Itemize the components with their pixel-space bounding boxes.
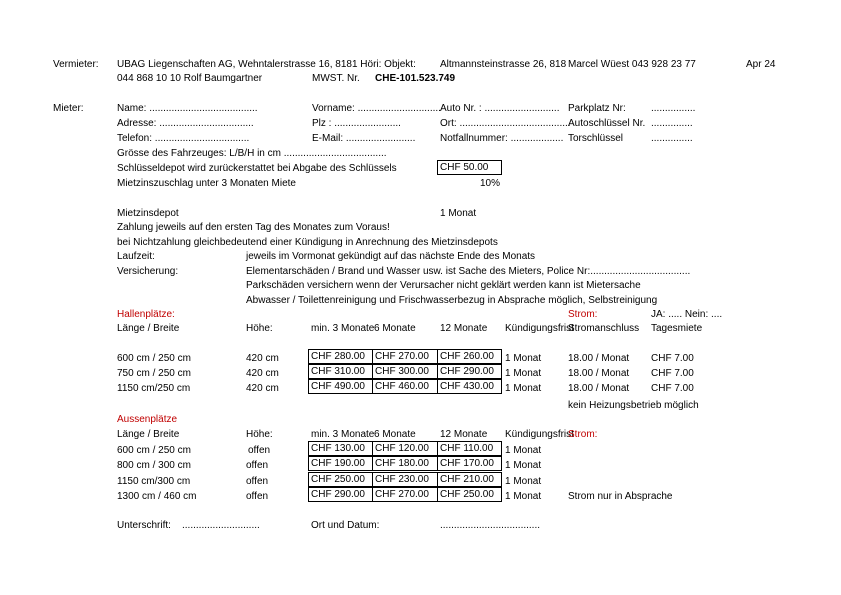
hallen-row-price-6m: CHF 460.00 — [372, 379, 438, 394]
aussen-row-price-3m: CHF 190.00 — [308, 456, 373, 471]
aussen-row-height: offen — [246, 476, 269, 487]
aussen-header-laenge: Länge / Breite — [117, 429, 180, 440]
aussen-row-price-3m: CHF 250.00 — [308, 472, 373, 487]
hallen-row-height: 420 cm — [246, 383, 279, 394]
unterschrift-field[interactable]: ............................ — [182, 520, 260, 531]
aussen-title: Aussenplätze — [117, 414, 178, 425]
email-field[interactable]: E-Mail: ......................... — [312, 133, 416, 144]
hallen-row-kuendigung: 1 Monat — [505, 383, 542, 394]
mietzinsdepot-label: Mietzinsdepot — [117, 208, 179, 219]
hallen-row-strom: 18.00 / Monat — [568, 368, 630, 379]
mwst-number: CHE-101.523.749 — [375, 73, 456, 84]
aussen-row-price-3m: CHF 130.00 — [308, 441, 373, 456]
plz-field[interactable]: Plz : ........................ — [312, 118, 401, 129]
aussen-row-price-12m: CHF 170.00 — [437, 456, 502, 471]
aussen-header-12m: 12 Monate — [440, 429, 488, 440]
mietzinszuschlag-value: 10% — [479, 178, 500, 189]
hallen-header-kuendigung: Kündigungsfrist — [505, 323, 574, 334]
hallen-row-height: 420 cm — [246, 353, 279, 364]
schluesseldepot-text: Schlüsseldepot wird zurückerstattet bei Abgabe des Schlüssels — [117, 163, 397, 174]
aussen-row-height: offen — [246, 460, 269, 471]
schluesseldepot-amount: CHF 50.00 — [437, 160, 502, 175]
unterschrift-label: Unterschrift: — [117, 520, 171, 531]
hallen-header-12m: 12 Monate — [440, 323, 488, 334]
aussen-row-kuendigung: 1 Monat — [505, 491, 542, 502]
aussen-row-height: offen — [246, 491, 269, 502]
aussen-row-price-12m: CHF 110.00 — [437, 441, 502, 456]
vermieter-label: Vermieter: — [53, 59, 99, 70]
ort-datum-field[interactable]: .................................... — [440, 520, 541, 531]
hallen-row-height: 420 cm — [246, 368, 279, 379]
hallen-strom-options[interactable]: JA: ..... Nein: .... — [651, 309, 723, 320]
mietzinsdepot-value: 1 Monat — [440, 208, 477, 219]
hallen-row-tagesmiete: CHF 7.00 — [651, 368, 694, 379]
aussen-row-kuendigung: 1 Monat — [505, 476, 542, 487]
aussen-row-size: 600 cm / 250 cm — [117, 445, 191, 456]
objekt-address: Altmannsteinstrasse 26, 818 — [440, 59, 567, 70]
hallen-row-size: 600 cm / 250 cm — [117, 353, 191, 364]
hallen-row-price-12m: CHF 430.00 — [437, 379, 502, 394]
hallen-row-price-12m: CHF 290.00 — [437, 364, 502, 379]
contact-info: Marcel Wüest 043 928 23 77 — [568, 59, 696, 70]
parkplatz-nr-label: Parkplatz Nr: — [568, 103, 626, 114]
parkplatz-nr-field[interactable]: ................ — [651, 103, 696, 114]
hallen-row-price-3m: CHF 490.00 — [308, 379, 373, 394]
hallen-strom-label: Strom: — [568, 309, 598, 320]
hallen-title: Hallenplätze: — [117, 309, 175, 320]
name-field[interactable]: Name: ....................................... — [117, 103, 258, 114]
auto-nr-field[interactable]: Auto Nr. : ........................... — [440, 103, 560, 114]
laufzeit-label: Laufzeit: — [117, 251, 155, 262]
aussen-row-price-12m: CHF 250.00 — [437, 487, 502, 502]
aussen-row-price-6m: CHF 270.00 — [372, 487, 438, 502]
hallen-row-price-12m: CHF 260.00 — [437, 349, 502, 364]
aussen-row-price-3m: CHF 290.00 — [308, 487, 373, 502]
autoschluessel-field[interactable]: ............... — [651, 118, 693, 129]
hallen-row-price-6m: CHF 300.00 — [372, 364, 438, 379]
hallen-heizung-note: kein Heizungsbetrieb möglich — [568, 400, 699, 411]
nichtzahlung-text: bei Nichtzahlung gleichbedeutend einer Kündigung in Anrechnung des Mietzinsdepots — [117, 237, 498, 248]
aussen-row-kuendigung: 1 Monat — [505, 460, 542, 471]
hallen-row-tagesmiete: CHF 7.00 — [651, 383, 694, 394]
telefon-field[interactable]: Telefon: .................................. — [117, 133, 250, 144]
adresse-field[interactable]: Adresse: .................................. — [117, 118, 254, 129]
aussen-header-hoehe: Höhe: — [246, 429, 273, 440]
vermieter-info: UBAG Liegenschaften AG, Wehntalerstrasse 16, 8181 Höri: Objekt: — [117, 59, 416, 70]
abwasser-text: Abwasser / Toilettenreinigung und Frischwasserbezug in Absprache möglich, Selbstreinigung — [246, 295, 658, 306]
hallen-header-laenge: Länge / Breite — [117, 323, 180, 334]
versicherung-police-field[interactable]: Elementarschäden / Brand und Wasser usw. ist Sache des Mieters, Police Nr:.................................... — [246, 266, 691, 277]
torschluessel-field[interactable]: ............... — [651, 133, 693, 144]
aussen-row-price-6m: CHF 230.00 — [372, 472, 438, 487]
autoschluessel-label: Autoschlüssel Nr. — [568, 118, 646, 129]
fahrzeug-groesse-field[interactable]: Grösse des Fahrzeuges: L/B/H in cm ..................................... — [117, 148, 387, 159]
hallen-header-6m: 6 Monate — [374, 323, 416, 334]
ort-field[interactable]: Ort: ........................................ — [440, 118, 571, 129]
versicherung-label: Versicherung: — [117, 266, 179, 277]
aussen-row-kuendigung: 1 Monat — [505, 445, 542, 456]
mieter-label: Mieter: — [53, 103, 84, 114]
aussen-row-height: offen — [248, 445, 271, 456]
hallen-header-tagesmiete: Tagesmiete — [651, 323, 703, 334]
aussen-row-size: 1300 cm / 460 cm — [117, 491, 197, 502]
hallen-row-size: 1150 cm/250 cm — [117, 383, 191, 394]
hallen-row-strom: 18.00 / Monat — [568, 353, 630, 364]
aussen-row-size: 800 cm / 300 cm — [117, 460, 191, 471]
hallen-row-price-3m: CHF 310.00 — [308, 364, 373, 379]
aussen-header-3m: min. 3 Monate — [311, 429, 375, 440]
hallen-row-strom: 18.00 / Monat — [568, 383, 630, 394]
hallen-row-price-6m: CHF 270.00 — [372, 349, 438, 364]
torschluessel-label: Torschlüssel — [568, 133, 624, 144]
document-date: Apr 24 — [746, 59, 776, 70]
hallen-header-hoehe: Höhe: — [246, 323, 273, 334]
aussen-strom-note: Strom nur in Absprache — [568, 491, 673, 502]
parkschaeden-text: Parkschäden versichern wenn der Verursacher nicht geklärt werden kann ist Mietersache — [246, 280, 641, 291]
hallen-row-size: 750 cm / 250 cm — [117, 368, 191, 379]
mietzinszuschlag-text: Mietzinszuschlag unter 3 Monaten Miete — [117, 178, 296, 189]
aussen-header-strom: Strom: — [568, 429, 598, 440]
hallen-row-kuendigung: 1 Monat — [505, 368, 542, 379]
aussen-header-6m: 6 Monate — [374, 429, 416, 440]
notfallnummer-field[interactable]: Notfallnummer: ................... — [440, 133, 564, 144]
vermieter-phone: 044 868 10 10 Rolf Baumgartner — [117, 73, 263, 84]
zahlung-text: Zahlung jeweils auf den ersten Tag des Monates zum Voraus! — [117, 222, 390, 233]
aussen-row-price-6m: CHF 180.00 — [372, 456, 438, 471]
aussen-row-price-6m: CHF 120.00 — [372, 441, 438, 456]
hallen-header-3m: min. 3 Monate — [311, 323, 375, 334]
ort-datum-label: Ort und Datum: — [311, 520, 380, 531]
mwst-label: MWST. Nr. — [312, 73, 360, 84]
aussen-header-kuendigung: Kündigungsfrist — [505, 429, 574, 440]
hallen-row-tagesmiete: CHF 7.00 — [651, 353, 694, 364]
laufzeit-text: jeweils im Vormonat gekündigt auf das nächste Ende des Monats — [246, 251, 536, 262]
hallen-row-kuendigung: 1 Monat — [505, 353, 542, 364]
aussen-row-price-12m: CHF 210.00 — [437, 472, 502, 487]
hallen-row-price-3m: CHF 280.00 — [308, 349, 373, 364]
aussen-row-size: 1150 cm/300 cm — [117, 476, 191, 487]
vorname-field[interactable]: Vorname: .............................. — [312, 103, 441, 114]
hallen-header-strom: Stromanschluss — [568, 323, 640, 334]
